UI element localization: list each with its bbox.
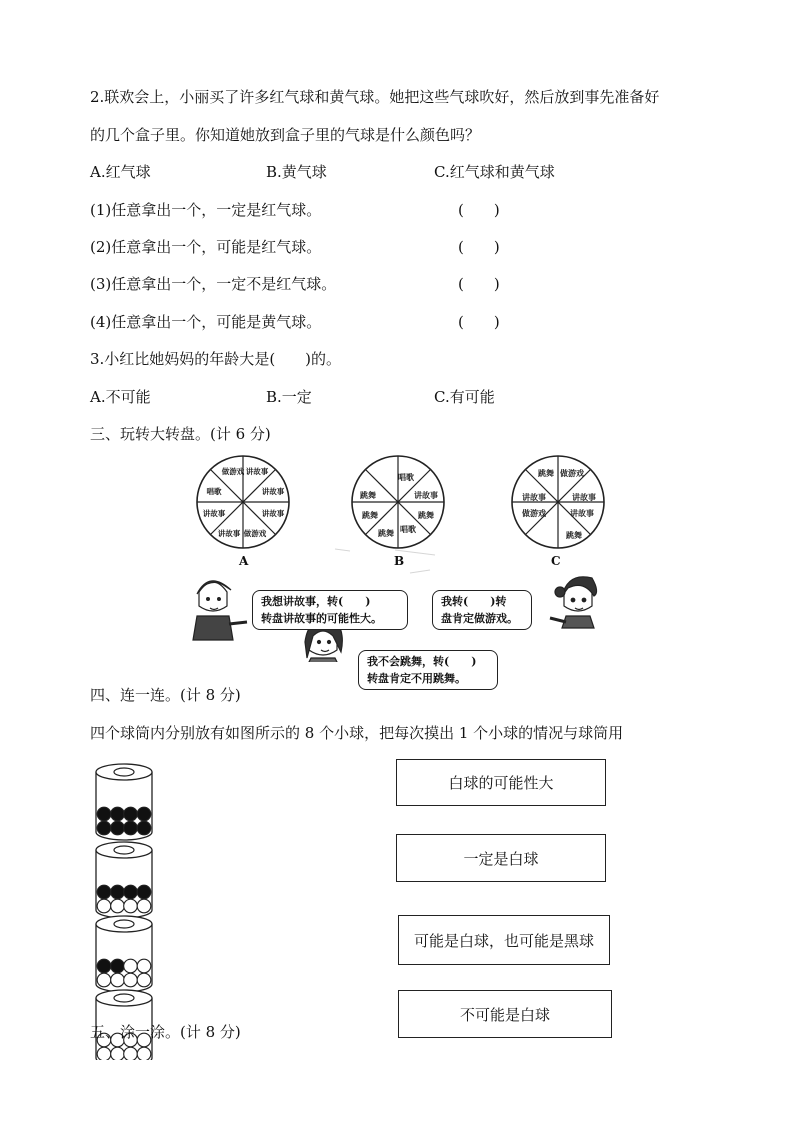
white-ball <box>137 959 151 973</box>
white-ball <box>124 1047 138 1060</box>
white-ball <box>111 973 125 987</box>
section3-title: 三、玩转大转盘。(计 6 分) <box>90 425 271 443</box>
q2-option-a: A.红气球 <box>90 163 151 181</box>
speech-bubble-girl2-line2: 转盘肯定不用跳舞。 <box>367 672 466 685</box>
spinner-a-sector-6: 讲故事 <box>217 529 241 538</box>
speech-bubble-boy-line1: 我想讲故事，转( ) <box>261 595 371 608</box>
spinner-c-sector-4: 讲故事 <box>522 493 546 502</box>
section4-title: 四、连一连。(计 8 分) <box>90 686 241 704</box>
white-ball <box>97 1047 111 1060</box>
q2-item-4: (4)任意拿出一个，可能是黄气球。 <box>90 313 322 331</box>
speech-bubble-girl2 <box>358 650 498 690</box>
section5-title: 五、涂一涂。(计 8 分) <box>90 1023 241 1041</box>
spinner-a-sector-8: 唱歌 <box>206 487 222 496</box>
speech-bubble-boy <box>252 590 408 630</box>
white-ball <box>124 959 138 973</box>
spinner-b-label: B <box>394 554 405 568</box>
spinner-b-sector-1: 唱歌 <box>398 473 414 482</box>
q2-stem-line1: 2.联欢会上，小丽买了许多红气球和黄气球。她把这些气球吹好，然后放到事先准备好 <box>90 88 660 106</box>
girl-illustration <box>550 577 597 628</box>
spinner-a-sector-3: 讲故事 <box>261 487 285 496</box>
white-ball <box>111 1047 125 1060</box>
spinner-a-label: A <box>239 554 249 568</box>
spinner-a-sector-2: 讲故事 <box>245 467 269 476</box>
spinner-c-sector-7: 讲故事 <box>570 509 594 518</box>
spinner-c-sector-5: 跳舞 <box>566 531 582 540</box>
white-ball <box>137 899 151 913</box>
spinner-a-sector-4: 讲故事 <box>261 509 285 518</box>
white-ball <box>97 899 111 913</box>
spinner-a-sector-1: 做游戏 <box>221 467 245 476</box>
q3-option-b: B.一定 <box>266 388 312 406</box>
speech-bubble-boy-line2: 转盘讲故事的可能性大。 <box>261 612 382 625</box>
q3-option-a: A.不可能 <box>90 388 151 406</box>
white-ball <box>137 973 151 987</box>
match-box-4[interactable]: 不可能是白球 <box>398 990 612 1038</box>
ball-tube-3 <box>96 916 152 992</box>
black-ball <box>111 885 125 899</box>
spinner-b-sector-3: 跳舞 <box>418 511 434 520</box>
speech-bubble-girl-line2: 盘肯定做游戏。 <box>441 612 518 625</box>
q3-option-c: C.有可能 <box>434 388 495 406</box>
spinner-b-sector-2: 讲故事 <box>414 491 438 500</box>
white-ball <box>111 899 125 913</box>
spinner-b <box>352 456 444 548</box>
spinner-a <box>197 456 289 548</box>
q3-stem: 3.小红比她妈妈的年龄大是( )的。 <box>90 350 342 368</box>
white-ball <box>97 973 111 987</box>
spinner-c-sector-2: 做游戏 <box>560 469 584 478</box>
black-ball <box>97 821 111 835</box>
spinner-b-sector-7: 跳舞 <box>360 491 376 500</box>
q2-item-2: (2)任意拿出一个，可能是红气球。 <box>90 238 322 256</box>
black-ball <box>124 821 138 835</box>
q2-option-b: B.黄气球 <box>266 163 327 181</box>
match-box-1[interactable]: 白球的可能性大 <box>396 759 606 806</box>
match-box-3[interactable]: 可能是白球，也可能是黑球 <box>398 915 610 965</box>
spinner-c-sector-3: 讲故事 <box>572 493 596 502</box>
black-ball <box>111 959 125 973</box>
spinner-b-sector-5: 跳舞 <box>378 529 394 538</box>
black-ball <box>97 807 111 821</box>
section4-instruction: 四个球筒内分别放有如图所示的 8 个小球，把每次摸出 1 个小球的情况与球筒用 <box>90 724 624 742</box>
spinner-c <box>512 456 604 548</box>
ball-tubes <box>90 760 170 1060</box>
q2-answer-blank-3[interactable]: ( ) <box>458 275 500 293</box>
q2-stem-line2: 的几个盒子里。你知道她放到盒子里的气球是什么颜色吗？ <box>90 126 481 144</box>
black-ball <box>97 885 111 899</box>
black-ball <box>137 807 151 821</box>
match-box-2[interactable]: 一定是白球 <box>396 834 606 882</box>
speech-bubble-girl-line1: 我转( )转 <box>441 595 507 608</box>
q2-option-c: C.红气球和黄气球 <box>434 163 555 181</box>
q2-answer-blank-2[interactable]: ( ) <box>458 238 500 256</box>
white-ball <box>137 1047 151 1060</box>
q2-answer-blank-4[interactable]: ( ) <box>458 313 500 331</box>
speech-bubble-girl <box>432 590 532 630</box>
q2-answer-blank-1[interactable]: ( ) <box>458 201 500 219</box>
black-ball <box>124 807 138 821</box>
ball-tube-2 <box>96 842 152 918</box>
white-ball <box>124 973 138 987</box>
spinner-c-label: C <box>551 554 561 568</box>
q2-item-1: (1)任意拿出一个，一定是红气球。 <box>90 201 322 219</box>
white-ball <box>124 899 138 913</box>
speech-bubble-girl2-line1: 我不会跳舞，转( ) <box>367 655 477 668</box>
spinner-a-sector-5: 做游戏 <box>243 529 267 538</box>
black-ball <box>111 807 125 821</box>
spinner-b-sector-6: 跳舞 <box>362 511 378 520</box>
black-ball <box>97 959 111 973</box>
black-ball <box>137 821 151 835</box>
spinner-c-sector-1: 跳舞 <box>538 469 554 478</box>
black-ball <box>137 885 151 899</box>
spinner-c-sector-6: 做游戏 <box>522 509 546 518</box>
q2-item-3: (3)任意拿出一个，一定不是红气球。 <box>90 275 337 293</box>
ball-tube-1 <box>96 764 152 840</box>
spinner-b-sector-4: 唱歌 <box>400 525 416 534</box>
black-ball <box>111 821 125 835</box>
black-ball <box>124 885 138 899</box>
boy-illustration <box>193 581 247 640</box>
spinner-a-sector-7: 讲故事 <box>202 509 226 518</box>
